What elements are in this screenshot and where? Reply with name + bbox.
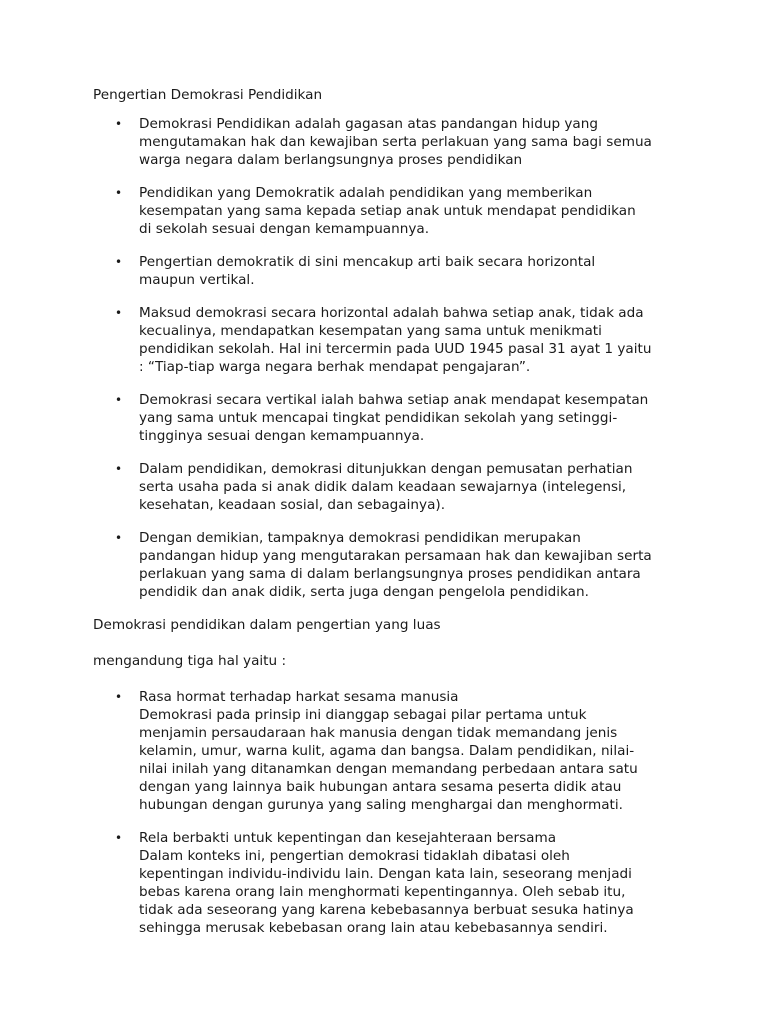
paragraph-three-points: mengandung tiga hal yaitu : bbox=[93, 653, 287, 669]
bullet-icon: • bbox=[115, 531, 123, 545]
bullet-icon: • bbox=[115, 393, 123, 407]
bullet-icon: • bbox=[115, 186, 123, 200]
list-item bbox=[93, 688, 708, 814]
list-item bbox=[93, 391, 708, 445]
bullet-list-definitions bbox=[93, 115, 708, 601]
list-item bbox=[93, 184, 708, 238]
list-item-body: Demokrasi pada prinsip ini dianggap sebagai pilar pertama untuk menjamin persaudaraan hak manusia dengan tidak memandang jenis kelamin, umur, warna kulit, agama dan bangsa. Dalam pendidikan, nilai- nilai inilah yang ditanamkan dengan memandang perbedaan antara satu dengan yang lainnya baik hubungan antara sesama peserta didik atau hubungan dengan gurunya yang saling menghargai dan menghormati. bbox=[139, 707, 638, 813]
bullet-icon: • bbox=[115, 117, 123, 131]
list-item bbox=[93, 115, 708, 169]
list-item-text: Demokrasi Pendidikan adalah gagasan atas pandangan hidup yang mengutamakan hak dan kewajiban serta perlakuan yang sama bagi semua warga negara dalam berlangsungnya proses pendidikan bbox=[139, 116, 652, 168]
list-item-text: Pengertian demokratik di sini mencakup arti baik secara horizontal maupun vertikal. bbox=[139, 254, 596, 288]
list-item bbox=[93, 253, 708, 289]
bullet-icon: • bbox=[115, 306, 123, 320]
list-item-body: Dalam konteks ini, pengertian demokrasi tidaklah dibatasi oleh kepentingan individu-individu lain. Dengan kata lain, seseorang menjadi bebas karena orang lain menghormati kepentingannya. Oleh sebab itu, tidak ada seseorang yang karena kebebasannya berbuat sesuka hatinya sehingga merusak kebebasan orang lain atau kebebasannya sendiri. bbox=[139, 848, 634, 936]
bullet-icon: • bbox=[115, 255, 123, 269]
document-title: Pengertian Demokrasi Pendidikan bbox=[93, 87, 323, 103]
list-item-text: Pendidikan yang Demokratik adalah pendidikan yang memberikan kesempatan yang sama kepada setiap anak untuk mendapat pendidikan di sekolah sesuai dengan kemampuannya. bbox=[139, 185, 636, 237]
list-item-text: Demokrasi secara vertikal ialah bahwa setiap anak mendapat kesempatan yang sama untuk mencapai tingkat pendidikan sekolah yang setinggi- tingginya sesuai dengan kemampuannya. bbox=[139, 392, 649, 444]
list-item-text: Dengan demikian, tampaknya demokrasi pendidikan merupakan pandangan hidup yang mengutarakan persamaan hak dan kewajiban serta perlakuan yang sama di dalam berlangsungnya proses pendidikan antara pendidik dan anak didik, serta juga dengan pengelola pendidikan. bbox=[139, 530, 652, 600]
list-item-heading: Rasa hormat terhadap harkat sesama manusia bbox=[139, 689, 459, 705]
bullet-icon: • bbox=[115, 831, 123, 845]
list-item-text: Maksud demokrasi secara horizontal adalah bahwa setiap anak, tidak ada kecualinya, mendapatkan kesempatan yang sama untuk menikmati pendidikan sekolah. Hal ini tercermin pada UUD 1945 pasal 31 ayat 1 yaitu : “Tiap-tiap warga negara berhak mendapat pengajaran”. bbox=[139, 305, 652, 375]
bullet-list-three-points bbox=[93, 688, 708, 937]
list-item bbox=[93, 529, 708, 601]
bullet-icon: • bbox=[115, 462, 123, 476]
list-item bbox=[93, 829, 708, 937]
list-item bbox=[93, 460, 708, 514]
paragraph-broad-meaning: Demokrasi pendidikan dalam pengertian yang luas bbox=[93, 617, 441, 633]
bullet-icon: • bbox=[115, 690, 123, 704]
list-item bbox=[93, 304, 708, 376]
list-item-heading: Rela berbakti untuk kepentingan dan kesejahteraan bersama bbox=[139, 830, 557, 846]
list-item-text: Dalam pendidikan, demokrasi ditunjukkan dengan pemusatan perhatian serta usaha pada si anak didik dalam keadaan sewajarnya (intelegensi, kesehatan, keadaan sosial, dan sebagainya). bbox=[139, 461, 633, 513]
